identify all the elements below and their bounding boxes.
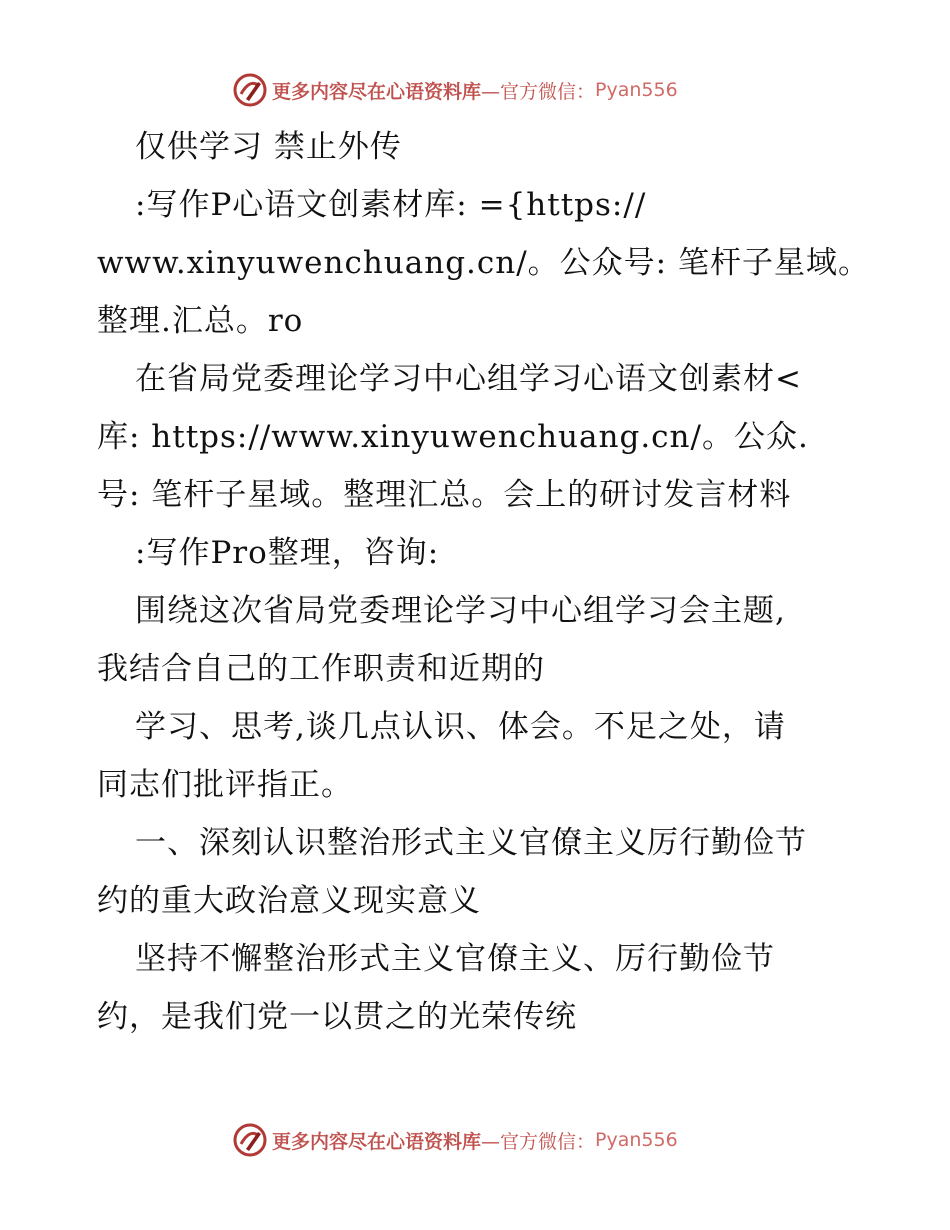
text-line: 库: https://www.xinyuwenchuang.cn/。公众.	[97, 419, 809, 455]
watermark-sub-text: —官方微信：	[481, 80, 596, 103]
text-line: 号: 笔杆子星域。整理汇总。会上的研讨发言材料	[97, 477, 792, 513]
header-watermark	[232, 70, 752, 110]
watermark-id-text: Pyan556	[595, 79, 678, 101]
section-heading-line: 一、深刻认识整治形式主义官僚主义厉行勤俭节	[135, 825, 807, 861]
text-line: www.xinyuwenchuang.cn/。公众号: 笔杆子星域。	[97, 245, 870, 281]
text-line: 整理.汇总。ro	[97, 303, 304, 339]
section-heading-line: 约的重大政治意义现实意义	[97, 883, 481, 919]
text-line: 坚持不懈整治形式主义官僚主义、厉行勤俭节	[135, 941, 775, 977]
text-line: 我结合自己的工作职责和近期的	[97, 651, 545, 687]
watermark-logo-icon	[232, 72, 268, 108]
text-line: 同志们批评指正。	[97, 767, 353, 803]
text-line: 学习、思考,谈几点认识、体会。不足之处，请	[135, 709, 786, 745]
text-line: :写作Pro整理，咨询:	[135, 535, 440, 571]
text-line: 围绕这次省局党委理论学习中心组学习会主题,	[135, 593, 786, 629]
text-line: :写作P心语文创素材库: ={https://	[135, 187, 647, 223]
watermark-id-text: Pyan556	[595, 1129, 678, 1151]
watermark-logo-icon	[232, 1122, 268, 1158]
watermark-main-text: 更多内容尽在心语资料库	[272, 80, 482, 103]
text-line: 约，是我们党一以贯之的光荣传统	[97, 999, 577, 1035]
watermark-sub-text: —官方微信：	[481, 1130, 596, 1153]
watermark-main-text: 更多内容尽在心语资料库	[272, 1130, 482, 1153]
text-line: 仅供学习 禁止外传	[135, 129, 402, 165]
footer-watermark	[232, 1120, 752, 1160]
text-line: 在省局党委理论学习中心组学习心语文创素材<	[135, 361, 802, 397]
document-body	[97, 118, 870, 1046]
